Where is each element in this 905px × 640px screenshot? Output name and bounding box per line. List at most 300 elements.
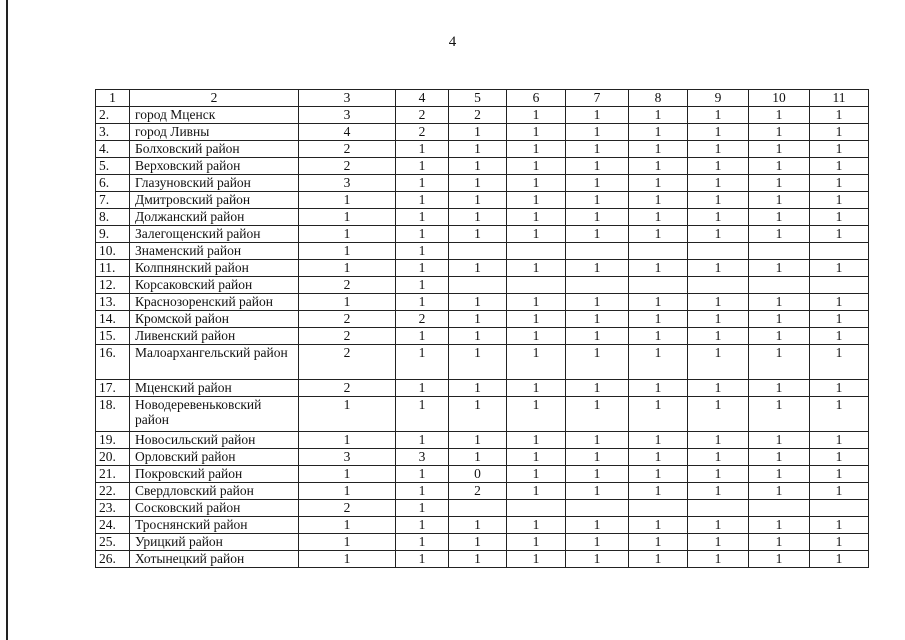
header-cell: 3 xyxy=(299,90,396,107)
value-cell: 1 xyxy=(688,551,749,568)
district-name-cell: Знаменский район xyxy=(130,243,299,260)
row-number-cell: 5. xyxy=(96,158,130,175)
value-cell: 1 xyxy=(566,449,629,466)
district-name-cell: город Мценск xyxy=(130,107,299,124)
header-cell: 1 xyxy=(96,90,130,107)
header-cell: 6 xyxy=(507,90,566,107)
table-header-row xyxy=(96,90,869,107)
value-cell xyxy=(749,277,810,294)
value-cell: 1 xyxy=(299,466,396,483)
value-cell: 1 xyxy=(507,107,566,124)
value-cell xyxy=(449,243,507,260)
value-cell: 1 xyxy=(507,141,566,158)
value-cell xyxy=(449,500,507,517)
value-cell: 1 xyxy=(507,192,566,209)
value-cell: 1 xyxy=(396,277,449,294)
value-cell: 1 xyxy=(507,175,566,192)
district-name-cell: Болховский район xyxy=(130,141,299,158)
table-row xyxy=(96,124,869,141)
value-cell: 1 xyxy=(449,209,507,226)
value-cell xyxy=(507,500,566,517)
row-number-cell: 18. xyxy=(96,397,130,432)
table-row xyxy=(96,311,869,328)
value-cell xyxy=(688,277,749,294)
header-cell: 2 xyxy=(130,90,299,107)
value-cell: 1 xyxy=(396,328,449,345)
table-row xyxy=(96,243,869,260)
district-name-cell: Свердловский район xyxy=(130,483,299,500)
value-cell: 1 xyxy=(629,311,688,328)
value-cell: 1 xyxy=(629,209,688,226)
value-cell: 1 xyxy=(396,345,449,380)
value-cell: 1 xyxy=(449,294,507,311)
value-cell: 1 xyxy=(810,432,869,449)
value-cell: 1 xyxy=(810,192,869,209)
value-cell: 1 xyxy=(749,124,810,141)
value-cell: 1 xyxy=(396,380,449,397)
value-cell xyxy=(749,243,810,260)
value-cell: 2 xyxy=(299,345,396,380)
district-name-cell: Сосковский район xyxy=(130,500,299,517)
value-cell: 1 xyxy=(507,432,566,449)
value-cell: 1 xyxy=(299,260,396,277)
value-cell xyxy=(507,277,566,294)
value-cell: 1 xyxy=(810,124,869,141)
table-row xyxy=(96,107,869,124)
district-name-cell: Кромской район xyxy=(130,311,299,328)
value-cell: 1 xyxy=(810,466,869,483)
value-cell: 1 xyxy=(688,483,749,500)
value-cell: 2 xyxy=(449,107,507,124)
value-cell: 1 xyxy=(810,226,869,243)
value-cell: 1 xyxy=(749,175,810,192)
row-number-cell: 24. xyxy=(96,517,130,534)
value-cell: 1 xyxy=(629,158,688,175)
value-cell: 1 xyxy=(749,380,810,397)
value-cell: 1 xyxy=(299,397,396,432)
value-cell: 2 xyxy=(396,124,449,141)
value-cell: 1 xyxy=(629,260,688,277)
value-cell: 1 xyxy=(810,483,869,500)
value-cell: 0 xyxy=(449,466,507,483)
value-cell: 1 xyxy=(396,294,449,311)
table-row xyxy=(96,226,869,243)
value-cell: 1 xyxy=(449,397,507,432)
row-number-cell: 11. xyxy=(96,260,130,277)
value-cell: 1 xyxy=(507,517,566,534)
value-cell: 1 xyxy=(688,311,749,328)
value-cell: 1 xyxy=(810,551,869,568)
value-cell: 1 xyxy=(449,328,507,345)
table-row xyxy=(96,141,869,158)
value-cell: 1 xyxy=(688,534,749,551)
value-cell: 1 xyxy=(688,397,749,432)
value-cell: 1 xyxy=(749,158,810,175)
table-row xyxy=(96,345,869,380)
value-cell: 4 xyxy=(299,124,396,141)
value-cell: 1 xyxy=(629,124,688,141)
district-name-cell: Должанский район xyxy=(130,209,299,226)
district-name-cell: Корсаковский район xyxy=(130,277,299,294)
value-cell: 3 xyxy=(299,107,396,124)
value-cell: 1 xyxy=(566,534,629,551)
value-cell: 1 xyxy=(449,432,507,449)
value-cell: 1 xyxy=(396,175,449,192)
value-cell: 1 xyxy=(810,209,869,226)
value-cell: 3 xyxy=(299,449,396,466)
value-cell: 1 xyxy=(566,209,629,226)
value-cell xyxy=(566,500,629,517)
value-cell: 1 xyxy=(566,380,629,397)
table-row xyxy=(96,432,869,449)
table-row xyxy=(96,328,869,345)
row-number-cell: 21. xyxy=(96,466,130,483)
value-cell: 1 xyxy=(449,175,507,192)
value-cell: 1 xyxy=(299,294,396,311)
district-name-cell: Залегощенский район xyxy=(130,226,299,243)
value-cell: 1 xyxy=(566,483,629,500)
value-cell: 1 xyxy=(566,124,629,141)
table-row xyxy=(96,277,869,294)
value-cell: 1 xyxy=(810,141,869,158)
row-number-cell: 12. xyxy=(96,277,130,294)
value-cell: 1 xyxy=(449,158,507,175)
value-cell: 2 xyxy=(299,277,396,294)
district-table xyxy=(95,89,869,568)
value-cell: 3 xyxy=(299,175,396,192)
value-cell: 1 xyxy=(449,449,507,466)
value-cell: 1 xyxy=(629,449,688,466)
value-cell: 1 xyxy=(688,175,749,192)
value-cell: 1 xyxy=(629,175,688,192)
value-cell: 1 xyxy=(507,294,566,311)
value-cell: 1 xyxy=(299,226,396,243)
value-cell: 1 xyxy=(566,226,629,243)
value-cell: 1 xyxy=(629,534,688,551)
value-cell: 1 xyxy=(507,209,566,226)
value-cell: 1 xyxy=(449,226,507,243)
value-cell: 1 xyxy=(749,294,810,311)
value-cell xyxy=(810,243,869,260)
value-cell: 1 xyxy=(629,380,688,397)
row-number-cell: 2. xyxy=(96,107,130,124)
value-cell: 1 xyxy=(810,397,869,432)
value-cell: 2 xyxy=(299,500,396,517)
value-cell: 1 xyxy=(299,551,396,568)
value-cell: 1 xyxy=(566,328,629,345)
value-cell: 1 xyxy=(749,209,810,226)
value-cell: 1 xyxy=(396,534,449,551)
value-cell: 1 xyxy=(629,551,688,568)
row-number-cell: 7. xyxy=(96,192,130,209)
row-number-cell: 13. xyxy=(96,294,130,311)
value-cell: 1 xyxy=(688,158,749,175)
value-cell: 1 xyxy=(688,345,749,380)
value-cell: 1 xyxy=(507,311,566,328)
header-cell: 9 xyxy=(688,90,749,107)
value-cell: 1 xyxy=(629,192,688,209)
header-cell: 8 xyxy=(629,90,688,107)
district-name-cell: Покровский район xyxy=(130,466,299,483)
value-cell: 1 xyxy=(749,534,810,551)
value-cell: 1 xyxy=(749,260,810,277)
value-cell: 1 xyxy=(449,124,507,141)
value-cell: 1 xyxy=(299,432,396,449)
value-cell: 1 xyxy=(810,534,869,551)
value-cell: 1 xyxy=(810,345,869,380)
value-cell: 1 xyxy=(396,158,449,175)
value-cell: 1 xyxy=(507,226,566,243)
value-cell: 1 xyxy=(688,141,749,158)
header-cell: 4 xyxy=(396,90,449,107)
table-row xyxy=(96,260,869,277)
value-cell xyxy=(449,277,507,294)
district-name-cell: Дмитровский район xyxy=(130,192,299,209)
district-name-cell: Краснозоренский район xyxy=(130,294,299,311)
table-row xyxy=(96,158,869,175)
district-name-cell: город Ливны xyxy=(130,124,299,141)
value-cell: 1 xyxy=(507,380,566,397)
value-cell: 1 xyxy=(629,432,688,449)
value-cell: 1 xyxy=(810,294,869,311)
row-number-cell: 19. xyxy=(96,432,130,449)
value-cell: 1 xyxy=(749,107,810,124)
district-name-cell: Новодеревеньковский район xyxy=(130,397,299,432)
row-number-cell: 15. xyxy=(96,328,130,345)
value-cell: 1 xyxy=(629,294,688,311)
value-cell xyxy=(688,243,749,260)
district-name-cell: Малоархангельский район xyxy=(130,345,299,380)
table-row xyxy=(96,397,869,432)
value-cell: 2 xyxy=(299,328,396,345)
value-cell: 1 xyxy=(449,551,507,568)
value-cell: 1 xyxy=(688,328,749,345)
value-cell: 1 xyxy=(629,226,688,243)
district-name-cell: Новосильский район xyxy=(130,432,299,449)
value-cell: 1 xyxy=(566,260,629,277)
table-row xyxy=(96,500,869,517)
table-body xyxy=(96,90,869,568)
value-cell: 2 xyxy=(299,141,396,158)
value-cell: 1 xyxy=(749,432,810,449)
value-cell: 1 xyxy=(688,124,749,141)
value-cell: 1 xyxy=(749,466,810,483)
district-name-cell: Верховский район xyxy=(130,158,299,175)
value-cell: 1 xyxy=(810,380,869,397)
row-number-cell: 26. xyxy=(96,551,130,568)
value-cell: 1 xyxy=(396,483,449,500)
value-cell: 1 xyxy=(507,466,566,483)
value-cell: 1 xyxy=(449,141,507,158)
value-cell: 1 xyxy=(566,551,629,568)
value-cell: 1 xyxy=(749,517,810,534)
value-cell: 1 xyxy=(688,517,749,534)
row-number-cell: 20. xyxy=(96,449,130,466)
value-cell: 1 xyxy=(507,345,566,380)
value-cell: 1 xyxy=(688,260,749,277)
value-cell: 1 xyxy=(629,328,688,345)
value-cell: 1 xyxy=(299,243,396,260)
value-cell: 1 xyxy=(299,483,396,500)
value-cell: 1 xyxy=(629,345,688,380)
value-cell: 1 xyxy=(688,449,749,466)
district-name-cell: Троснянский район xyxy=(130,517,299,534)
value-cell xyxy=(566,243,629,260)
value-cell: 1 xyxy=(629,466,688,483)
district-name-cell: Глазуновский район xyxy=(130,175,299,192)
value-cell: 1 xyxy=(396,260,449,277)
row-number-cell: 23. xyxy=(96,500,130,517)
row-number-cell: 14. xyxy=(96,311,130,328)
row-number-cell: 10. xyxy=(96,243,130,260)
value-cell: 1 xyxy=(749,226,810,243)
value-cell: 1 xyxy=(449,380,507,397)
district-name-cell: Колпнянский район xyxy=(130,260,299,277)
row-number-cell: 8. xyxy=(96,209,130,226)
table-row xyxy=(96,517,869,534)
value-cell xyxy=(566,277,629,294)
value-cell: 1 xyxy=(629,397,688,432)
value-cell: 1 xyxy=(396,551,449,568)
value-cell: 2 xyxy=(299,380,396,397)
table-row xyxy=(96,466,869,483)
value-cell: 1 xyxy=(507,260,566,277)
value-cell: 1 xyxy=(396,432,449,449)
row-number-cell: 22. xyxy=(96,483,130,500)
value-cell xyxy=(810,277,869,294)
value-cell: 1 xyxy=(749,345,810,380)
value-cell: 1 xyxy=(507,483,566,500)
value-cell: 1 xyxy=(299,192,396,209)
value-cell: 1 xyxy=(810,449,869,466)
value-cell: 1 xyxy=(688,226,749,243)
table-row xyxy=(96,209,869,226)
value-cell: 1 xyxy=(749,483,810,500)
district-name-cell: Мценский район xyxy=(130,380,299,397)
table-row xyxy=(96,483,869,500)
value-cell: 1 xyxy=(449,534,507,551)
value-cell: 1 xyxy=(810,107,869,124)
district-name-cell: Ливенский район xyxy=(130,328,299,345)
value-cell xyxy=(629,243,688,260)
value-cell: 1 xyxy=(449,311,507,328)
value-cell: 1 xyxy=(299,534,396,551)
value-cell: 1 xyxy=(396,141,449,158)
value-cell: 1 xyxy=(396,500,449,517)
value-cell: 1 xyxy=(749,397,810,432)
value-cell: 1 xyxy=(810,158,869,175)
district-name-cell: Орловский район xyxy=(130,449,299,466)
value-cell: 1 xyxy=(507,449,566,466)
value-cell: 1 xyxy=(566,517,629,534)
value-cell: 1 xyxy=(507,124,566,141)
value-cell: 1 xyxy=(749,551,810,568)
value-cell: 1 xyxy=(507,551,566,568)
value-cell: 1 xyxy=(629,483,688,500)
table-row xyxy=(96,534,869,551)
value-cell: 1 xyxy=(449,345,507,380)
row-number-cell: 17. xyxy=(96,380,130,397)
value-cell xyxy=(688,500,749,517)
value-cell: 1 xyxy=(396,209,449,226)
value-cell: 1 xyxy=(810,328,869,345)
table-row xyxy=(96,294,869,311)
table-row xyxy=(96,551,869,568)
value-cell: 1 xyxy=(449,517,507,534)
value-cell: 2 xyxy=(449,483,507,500)
value-cell: 2 xyxy=(299,158,396,175)
value-cell: 1 xyxy=(396,226,449,243)
value-cell xyxy=(810,500,869,517)
header-cell: 5 xyxy=(449,90,507,107)
value-cell xyxy=(629,500,688,517)
value-cell: 1 xyxy=(566,311,629,328)
value-cell: 1 xyxy=(566,107,629,124)
value-cell: 2 xyxy=(396,311,449,328)
value-cell: 1 xyxy=(396,243,449,260)
value-cell: 1 xyxy=(507,328,566,345)
district-name-cell: Урицкий район xyxy=(130,534,299,551)
left-margin-rule xyxy=(6,0,8,640)
value-cell: 1 xyxy=(810,517,869,534)
header-cell: 7 xyxy=(566,90,629,107)
value-cell: 1 xyxy=(566,345,629,380)
value-cell: 1 xyxy=(810,260,869,277)
header-cell: 11 xyxy=(810,90,869,107)
row-number-cell: 3. xyxy=(96,124,130,141)
value-cell: 1 xyxy=(566,141,629,158)
header-cell: 10 xyxy=(749,90,810,107)
value-cell: 1 xyxy=(396,466,449,483)
value-cell: 1 xyxy=(688,107,749,124)
row-number-cell: 6. xyxy=(96,175,130,192)
value-cell: 1 xyxy=(566,192,629,209)
value-cell xyxy=(749,500,810,517)
value-cell xyxy=(507,243,566,260)
value-cell: 1 xyxy=(749,311,810,328)
value-cell: 1 xyxy=(396,192,449,209)
value-cell: 1 xyxy=(749,449,810,466)
value-cell: 1 xyxy=(566,432,629,449)
value-cell: 1 xyxy=(449,192,507,209)
value-cell: 1 xyxy=(396,397,449,432)
value-cell: 1 xyxy=(688,209,749,226)
value-cell: 2 xyxy=(299,311,396,328)
value-cell: 1 xyxy=(449,260,507,277)
value-cell: 1 xyxy=(749,141,810,158)
value-cell: 1 xyxy=(688,192,749,209)
row-number-cell: 4. xyxy=(96,141,130,158)
value-cell: 3 xyxy=(396,449,449,466)
row-number-cell: 16. xyxy=(96,345,130,380)
value-cell: 1 xyxy=(299,209,396,226)
value-cell: 1 xyxy=(507,397,566,432)
table-row xyxy=(96,380,869,397)
value-cell: 1 xyxy=(566,175,629,192)
page-number: 4 xyxy=(448,34,457,50)
value-cell: 1 xyxy=(566,294,629,311)
value-cell: 1 xyxy=(629,517,688,534)
value-cell: 1 xyxy=(688,432,749,449)
value-cell: 1 xyxy=(810,311,869,328)
value-cell: 1 xyxy=(566,158,629,175)
table-row xyxy=(96,192,869,209)
value-cell: 1 xyxy=(810,175,869,192)
value-cell: 1 xyxy=(566,397,629,432)
value-cell: 2 xyxy=(396,107,449,124)
value-cell: 1 xyxy=(507,534,566,551)
row-number-cell: 25. xyxy=(96,534,130,551)
